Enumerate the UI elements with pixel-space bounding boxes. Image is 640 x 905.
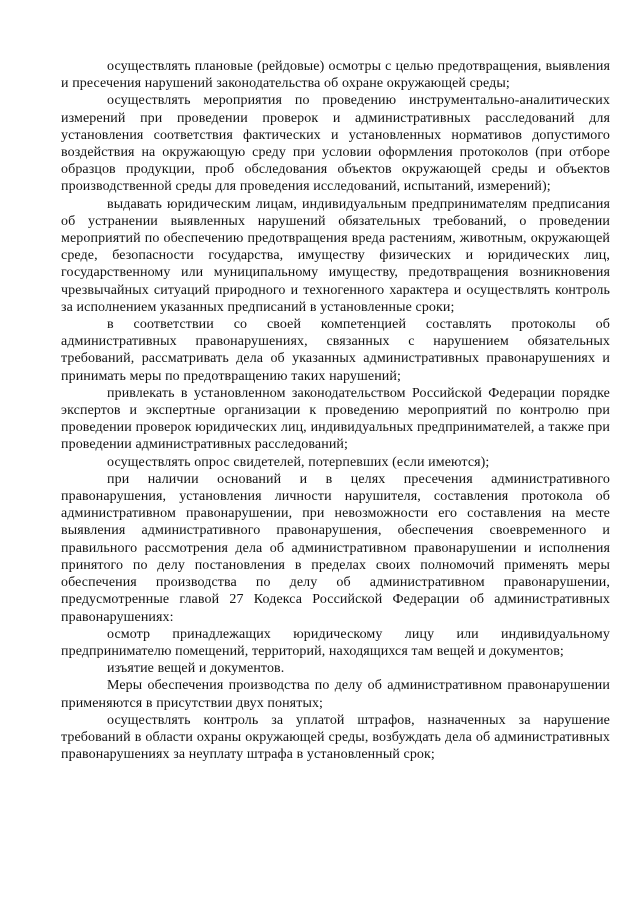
paragraph-inspections: осуществлять плановые (рейдовые) осмотры с целью предотвращения, выявления и пресечения нарушений законодательства об охране окружающей среды; — [61, 59, 610, 92]
paragraph-seizure: изъятие вещей и документов. — [107, 661, 285, 677]
paragraph-enforcement-measures: при наличии оснований и в целях пресечения административного правонарушения, установления личности нарушителя, составления протокола об административном правонарушении, при невозможности его составления на месте выявления административного правонарушения, обеспечения своевременного и правильного рассмотрения дела об административном правонарушении и исполнения принятого по делу постановления в пределах своих полномочий применять меры обеспечения производства по делу об административном правонарушении, предусмотренные главой 27 Кодекса Российской Федерации об административных правонарушениях: — [61, 471, 610, 625]
paragraph-fines-control: осуществлять контроль за уплатой штрафов, назначенных за нарушение требований в области охраны окружающей среды, возбуждать дела об административных правонарушениях за неуплату штрафа в установленный срок; — [61, 712, 610, 763]
document-body — [61, 58, 610, 763]
paragraph-witnesses-presence: Меры обеспечения производства по делу об административном правонарушении применяются в присутствии двух понятых; — [61, 678, 610, 711]
paragraph-experts: привлекать в установленном законодательством Российской Федерации порядке экспертов и экспертные организации к проведению мероприятий по контролю при проведении проверок юридических лиц, индивидуальных предпринимателей, а также при проведении административных расследований; — [61, 385, 610, 453]
paragraph-witnesses: осуществлять опрос свидетелей, потерпевших (если имеются); — [107, 454, 490, 470]
paragraph-protocols: в соответствии со своей компетенцией составлять протоколы об административных правонарушениях, связанных с нарушением обязательных требований, рассматривать дела об указанных административных правонарушениях и принимать меры по предотвращению таких нарушений; — [61, 317, 610, 384]
paragraph-measurements: осуществлять мероприятия по проведению инструментально-аналитических измерений при проведении проверок и административных расследований для установления соответствия фактических и установленных нормативов допустимого воздействия на окружающую среду при условии оформления протоколов (при отборе образцов продукции, проб обследования объектов окружающей среды и объектов производственной среды для проведения исследований, испытаний, измерений); — [61, 93, 610, 195]
paragraph-premises-inspection: осмотр принадлежащих юридическому лицу или индивидуальному предпринимателю помещений, территорий, находящихся там вещей и документов; — [61, 626, 610, 659]
paragraph-orders: выдавать юридическим лицам, индивидуальным предпринимателям предписания об устранении выявленных нарушений обязательных требований, о проведении мероприятий по обеспечению предотвращения вреда растениям, животным, окружающей среде, безопасности государства, имуществу физических и юридических лиц, государственному или муниципальному имуществу, предотвращения возникновения чрезвычайных ситуаций природного и техногенного характера и осуществлять контроль за исполнением указанных предписаний в установленные сроки; — [61, 196, 610, 315]
